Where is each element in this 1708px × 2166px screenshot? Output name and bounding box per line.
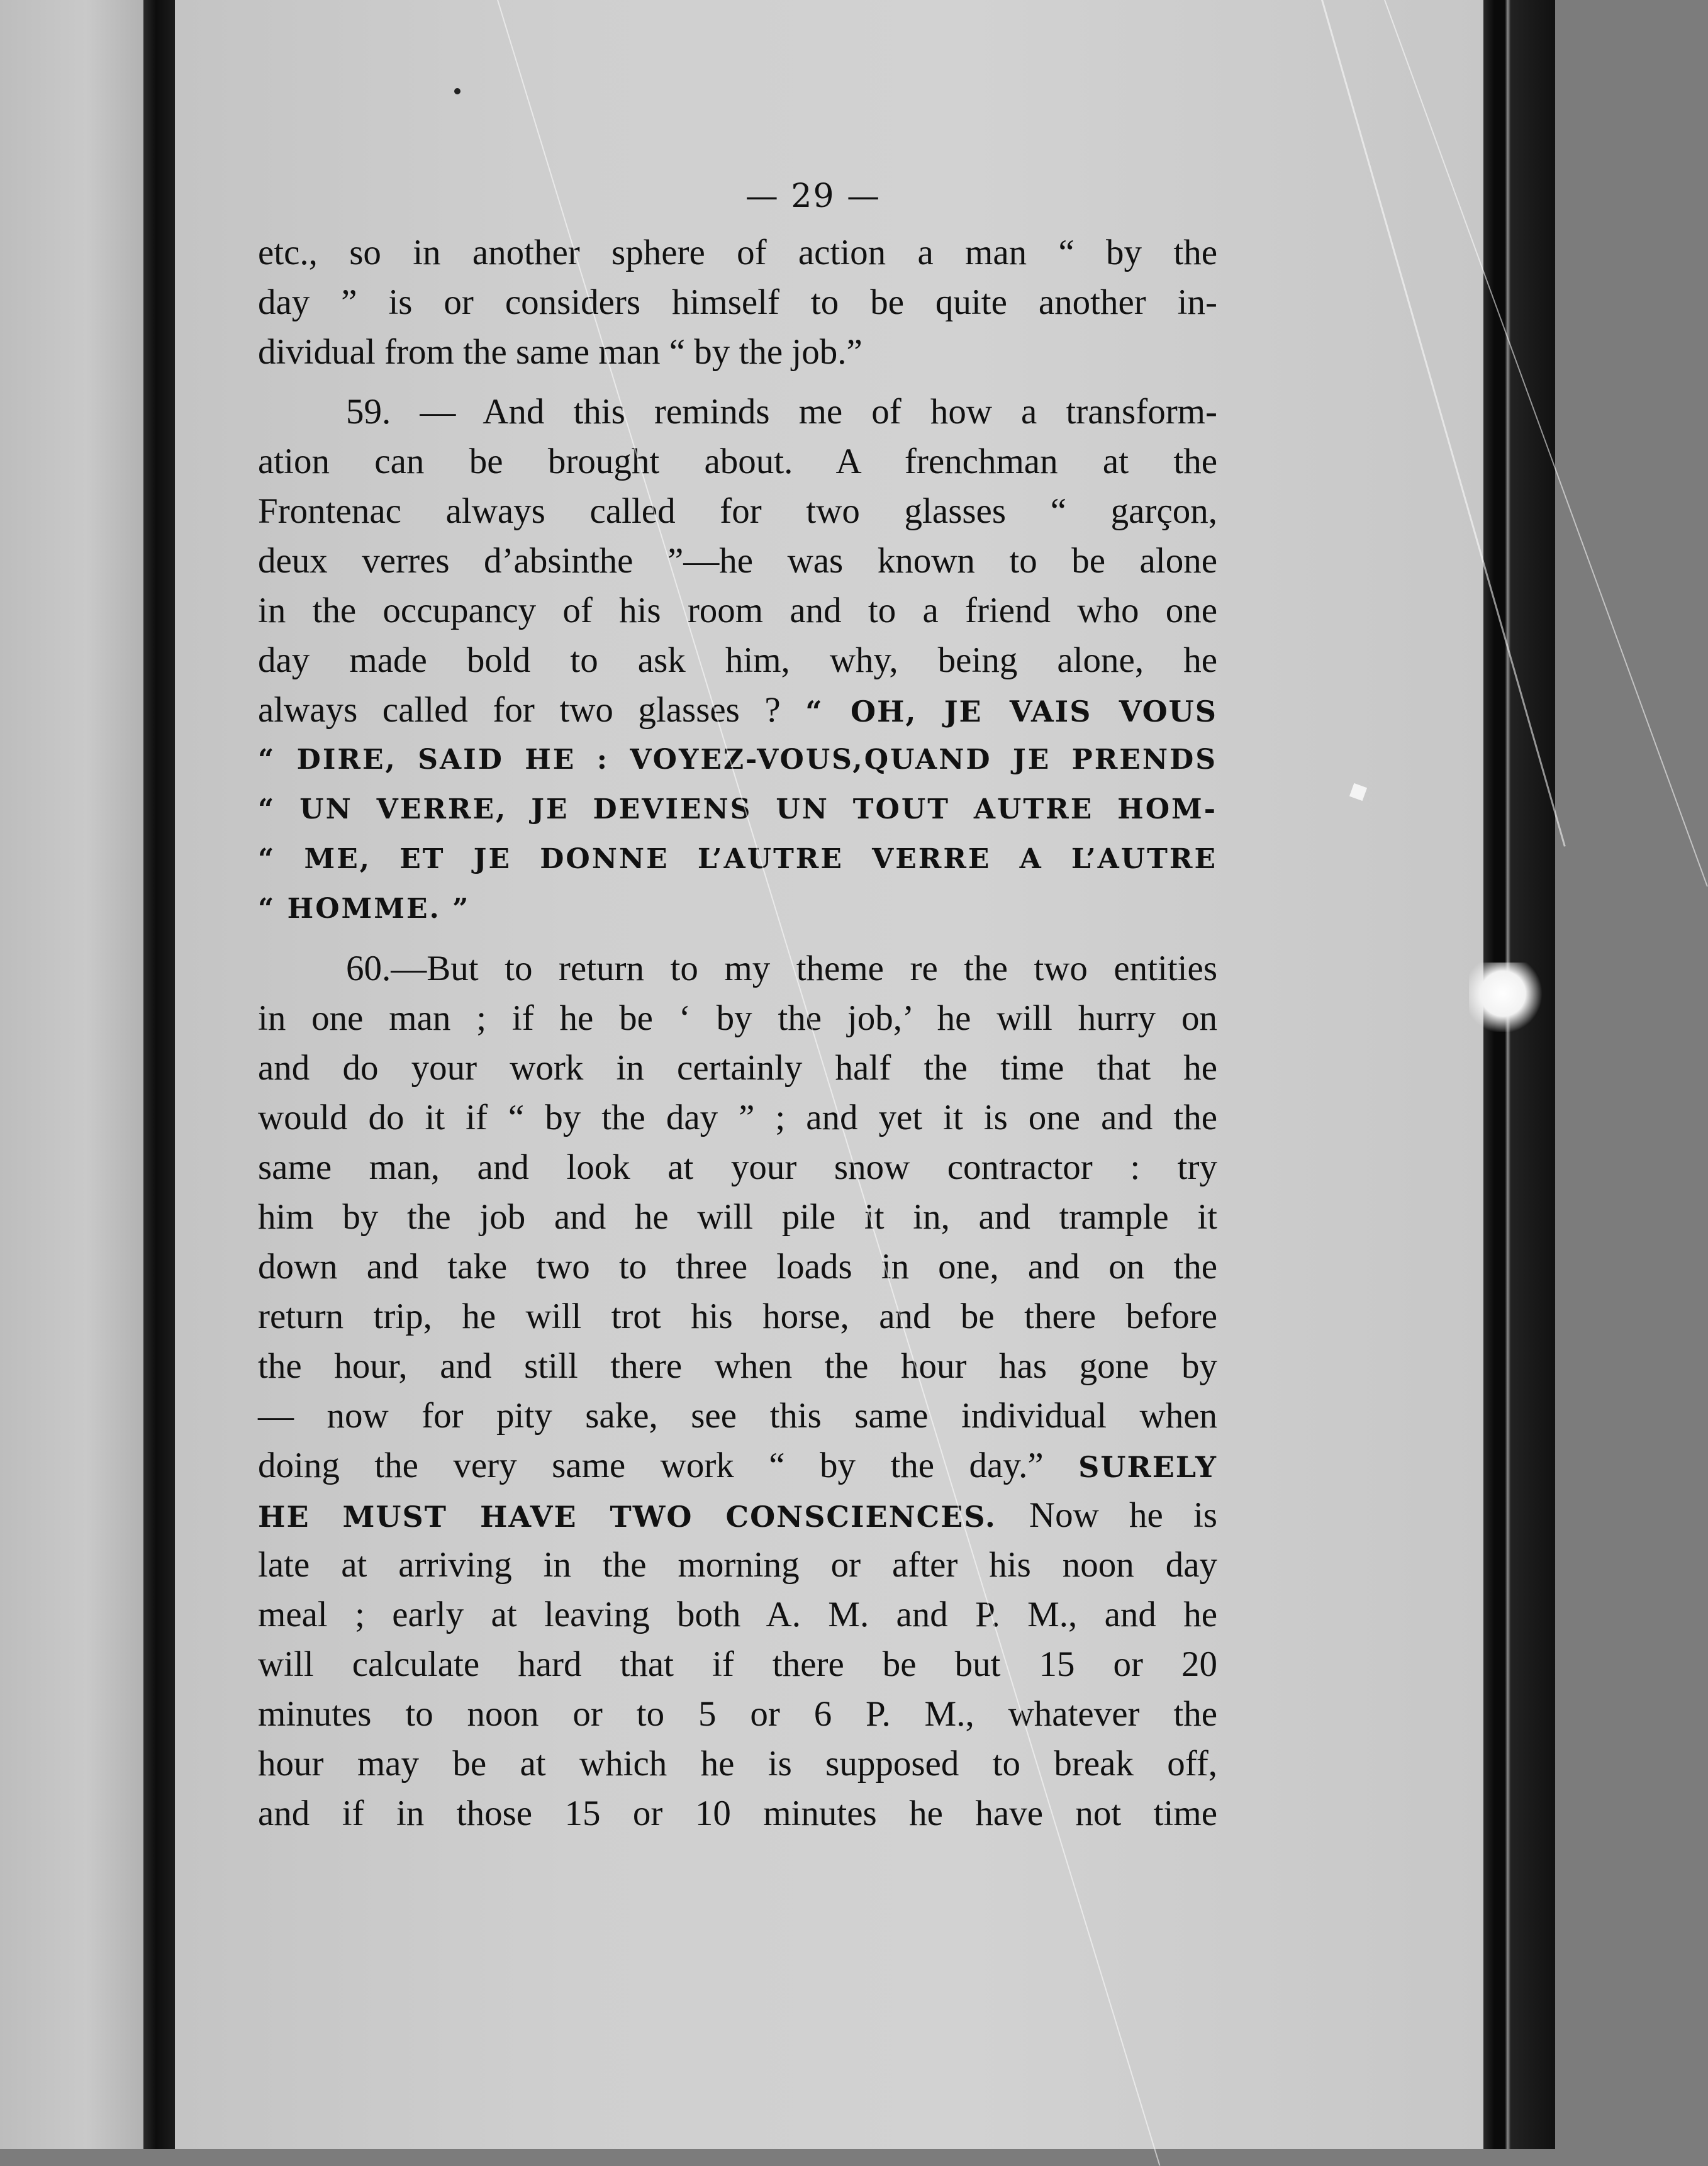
ink-speck xyxy=(454,88,460,94)
text-line: etc., so in another sphere of action a man “ by the xyxy=(258,233,1217,272)
text-line: in one man ; if he be ‘ by the job,’ he will hurry on xyxy=(258,998,1217,1038)
book-gutter xyxy=(143,0,175,2149)
text-line: “ UN VERRE, JE DEVIENS UN TOUT AUTRE HOM- xyxy=(258,793,1217,825)
text-line: meal ; early at leaving both A. M. and P. M., and he xyxy=(258,1595,1217,1634)
text-line: same man, and look at your snow contractor : try xyxy=(258,1147,1217,1187)
text-line: deux verres d’absinthe ”—he was known to be alone xyxy=(258,541,1217,581)
emphasized-text: SURELY xyxy=(1078,1450,1217,1484)
text-line xyxy=(258,685,1217,735)
text-line: — now for pity sake, see this same individual when xyxy=(258,1396,1217,1436)
text-line: late at arriving in the morning or after his noon day xyxy=(258,1545,1217,1585)
text-line: day ” is or considers himself to be quite another in- xyxy=(258,282,1217,322)
text-line: would do it if “ by the day ” ; and yet it is one and the xyxy=(258,1098,1217,1137)
text-line: and do your work in certainly half the time that he xyxy=(258,1048,1217,1088)
emphasized-text: “ OH, JE VAIS VOUS xyxy=(805,695,1217,729)
body-lines xyxy=(258,228,1217,1838)
page-number: — 29 — xyxy=(745,177,881,215)
text-line: Frontenac always called for two glasses “ garçon, xyxy=(258,491,1217,531)
text-line: in the occupancy of his room and to a friend who one xyxy=(258,591,1217,630)
text-line: the hour, and still there when the hour has gone by xyxy=(258,1346,1217,1386)
text-line: ation can be brought about. A frenchman at the xyxy=(258,442,1217,481)
text-line: dividual from the same man “ by the job.” xyxy=(258,332,862,372)
line-text: always called for two glasses ? xyxy=(258,690,806,730)
line-text: doing the very same work “ by the day.” xyxy=(258,1446,1079,1485)
text-line: return trip, he will trot his horse, and be there before xyxy=(258,1297,1217,1336)
text-line: 60.—But to return to my theme re the two entities xyxy=(346,949,1217,988)
line-text: Now he is xyxy=(1029,1495,1217,1535)
text-line: day made bold to ask him, why, being alone, he xyxy=(258,640,1217,680)
text-line: “ HOMME. ” xyxy=(258,893,471,925)
text-line: will calculate hard that if there be but 15 or 20 xyxy=(258,1644,1217,1684)
text-line: and if in those 15 or 10 minutes he have not time xyxy=(258,1794,1217,1833)
text-line: 59. — And this reminds me of how a transform- xyxy=(346,392,1217,432)
text-line xyxy=(258,1490,1217,1540)
text-line xyxy=(258,1441,1217,1490)
text-line: minutes to noon or to 5 or 6 P. M., whatever the xyxy=(258,1694,1217,1734)
left-page-edge xyxy=(0,0,143,2149)
emphasized-text: HE MUST HAVE TWO CONSCIENCES. xyxy=(258,1500,1029,1534)
text-line: him by the job and he will pile it in, and trample it xyxy=(258,1197,1217,1237)
text-line: “ DIRE, SAID HE : VOYEZ-VOUS,QUAND JE PRENDS xyxy=(258,744,1217,776)
text-line: down and take two to three loads in one, and on the xyxy=(258,1247,1217,1287)
paper-damage-spot xyxy=(1469,963,1544,1032)
page-text xyxy=(258,177,1217,1838)
text-line: hour may be at which he is supposed to break off, xyxy=(258,1744,1217,1784)
text-line: “ ME, ET JE DONNE L’AUTRE VERRE A L’AUTRE xyxy=(258,843,1217,875)
page-edge-shadow xyxy=(1483,0,1555,2149)
